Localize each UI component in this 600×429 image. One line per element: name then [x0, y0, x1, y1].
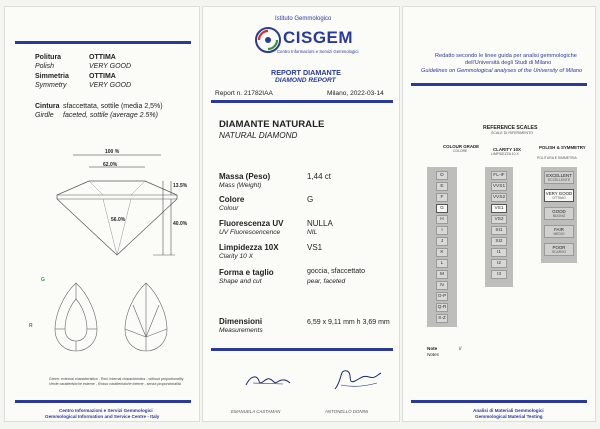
header-rule — [211, 100, 393, 103]
shape-label-en: Shape and cut — [219, 278, 262, 285]
shape-value-en: pear, faceted — [307, 278, 346, 285]
plot-marker-red: R — [29, 323, 33, 329]
polish-en-value: VERY GOOD — [89, 63, 132, 70]
crown-percent: 62.0% — [103, 162, 118, 168]
polish-grade-it: BUONO — [552, 214, 566, 218]
table-percent: 100 % — [105, 149, 120, 155]
polish-it-value: OTTIMA — [89, 54, 116, 61]
polish-grade-en: VERY GOOD — [545, 191, 573, 196]
fluorescence-label-it: Fluorescenza UV — [219, 219, 284, 228]
fluorescence-value-en: NIL — [307, 229, 318, 236]
fluorescence-label-en: UV Fluorescencence — [219, 229, 281, 236]
polish-grade-en: EXCELLENT — [546, 173, 572, 178]
crown-height-percent: 13.5% — [173, 183, 188, 189]
colour-grade-chip: M — [436, 270, 448, 279]
right-panel — [402, 6, 596, 422]
logo-subtitle: Centro Informazioni e Servizi Gemmologici — [277, 49, 359, 54]
shape-label-it: Forma e taglio — [219, 268, 274, 277]
colour-grade-chip: J — [436, 237, 448, 246]
depth-percent: 56.0% — [111, 217, 126, 223]
colour-label-en: Colour — [219, 205, 239, 212]
signer-1-name: EMANUELA CASTAMAN — [231, 409, 281, 414]
polish-grade-it: SCARSO — [551, 250, 567, 254]
colour-grade-chip: E — [436, 182, 448, 191]
polish-grade-chip — [544, 207, 574, 220]
clarity-label-it: Limpidezza 10X — [219, 243, 279, 252]
clarity-label-en: Clarity 10 X — [219, 253, 254, 260]
girdle-it-label: Cintura — [35, 103, 60, 110]
clarity-grade-chip: FL-IF — [491, 171, 507, 180]
middle-panel — [202, 6, 400, 422]
clarity-grade-chip: VS2 — [491, 215, 507, 224]
colour-grade-chip: K — [436, 248, 448, 257]
colour-grade-chip: I — [436, 226, 448, 235]
shape-value: goccia, sfaccettato — [307, 268, 365, 275]
intro-en: Guidelines on Gemmological analyses of the University of Milano — [421, 68, 583, 74]
dimensions-label-it: Dimensioni — [219, 317, 263, 326]
main-title-en: NATURAL DIAMOND — [219, 131, 298, 140]
colour-grade-chip: S-Z — [436, 314, 448, 323]
bottom-rule — [15, 400, 191, 403]
mass-value: 1,44 ct — [307, 172, 332, 181]
polish-grade-chip — [544, 225, 574, 238]
plot-legend-it: Verde caratteristiche esterne - Rosso caratteristiche interne - senza proporzionalità — [49, 382, 181, 386]
colour-label-it: Colore — [219, 195, 245, 204]
plot-marker-green: G — [41, 277, 45, 283]
polish-it-label: Politura — [35, 54, 62, 61]
mass-label-en: Mass (Weight) — [219, 182, 262, 189]
clarity-grade-chip: VS1 — [491, 204, 507, 213]
note-value: // — [459, 346, 462, 351]
colour-grade-chip: H — [436, 215, 448, 224]
clarity-grade-chip: I1 — [491, 248, 507, 257]
main-title-it: DIAMANTE NATURALE — [219, 119, 325, 130]
signature-1 — [243, 371, 293, 391]
polish-grade-chip — [544, 189, 574, 202]
symmetry-en-value: VERY GOOD — [89, 82, 132, 89]
polish-grade-en: FAIR — [554, 227, 564, 232]
colour-grade-head-it: COLORE — [453, 149, 468, 153]
polish-grade-en: GOOD — [552, 209, 566, 214]
footer-line-2: Gemmological Information and Service Centre - Italy — [45, 414, 160, 419]
scales-subtitle: SCALE DI RIFERIMENTO — [491, 131, 534, 135]
right-bottom-rule — [411, 400, 587, 403]
symmetry-it-label: Simmetria — [35, 73, 69, 80]
note-label-en: Note — [427, 346, 438, 351]
pavilion-percent: 40.0% — [173, 221, 188, 227]
girdle-en-label: Girdle — [35, 112, 54, 119]
polish-grade-it: OTTIMO — [552, 196, 566, 200]
report-title-en: DIAMOND REPORT — [275, 77, 336, 84]
report-title-it: REPORT DIAMANTE — [271, 68, 341, 77]
pear-bottom-view — [125, 283, 167, 351]
colour-grade-chip: F — [436, 193, 448, 202]
polish-grade-chip — [544, 171, 574, 184]
polish-grade-en: POOR — [552, 245, 566, 250]
polish-grade-it: MEDIO — [553, 232, 565, 236]
top-rule — [15, 41, 191, 44]
body-rule — [211, 348, 393, 351]
colour-grade-chip: O-P — [437, 294, 447, 299]
intro-it-line-2: dell'Università degli Studi di Milano — [465, 60, 552, 66]
polish-grade-chip — [544, 243, 574, 256]
clarity-grade-chip: SI2 — [491, 237, 507, 246]
colour-grade-chip: N — [436, 281, 448, 290]
scales-title: REFERENCE SCALES — [483, 125, 538, 131]
pear-plots — [41, 277, 181, 357]
dimensions-label-en: Measurements — [219, 327, 263, 334]
polish-grade-it: ECCELLENTE — [547, 178, 571, 182]
fluorescence-value: NULLA — [307, 219, 333, 228]
plot-legend-en: Green: external characteristics - Red: internal characteristics - without proportionality — [49, 377, 184, 381]
note-label-it: Notes — [427, 352, 440, 357]
right-footer-line-1: Analisi di Materiali Gemmologici — [473, 408, 544, 413]
logo-wordmark: CISGEM — [283, 28, 354, 47]
signer-2-name: ANTONELLO DONINI — [325, 409, 369, 414]
left-panel — [4, 6, 200, 422]
clarity-grade-chip: SI1 — [491, 226, 507, 235]
clarity-grade-chip: I2 — [491, 259, 507, 268]
colour-grade-chip: D — [436, 171, 448, 180]
colour-grade-chip: G — [436, 204, 448, 213]
clarity-head: CLARITY 10X — [493, 147, 521, 152]
girdle-en-value: faceted, sottile (average 2.5%) — [63, 112, 158, 119]
clarity-grade-chip: VVS1 — [492, 184, 506, 189]
polish-head: POLISH & SYMMETRY — [539, 145, 586, 150]
dimensions-value: 6,59 x 9,11 mm h 3,69 mm — [307, 319, 390, 326]
clarity-head-it: LIMPIDEZZA 10 X — [491, 152, 519, 156]
girdle-it-value: sfaccettata, sottile (media 2,5%) — [63, 103, 163, 110]
right-top-rule — [411, 83, 587, 86]
clarity-grade-chip: VVS2 — [492, 195, 506, 200]
colour-grade-chip: Q-R — [437, 305, 447, 310]
place-date: Milano, 2022-03-14 — [327, 90, 384, 97]
report-number: Report n. 21782IAA — [215, 90, 273, 97]
institute-name: Istituto Gemmologico — [275, 16, 332, 22]
clarity-grade-chip: I3 — [491, 270, 507, 279]
mass-label-it: Massa (Peso) — [219, 172, 271, 181]
colour-value: G — [307, 195, 314, 204]
symmetry-it-value: OTTIMA — [89, 73, 116, 80]
symmetry-en-label: Symmetry — [35, 82, 67, 89]
proportion-diagram — [43, 147, 193, 267]
colour-grade-head: COLOUR GRADE — [443, 144, 480, 149]
intro-it-line-1: Redatto secondo le linee guida per analisi gemmologiche — [435, 53, 577, 59]
right-footer-line-2: Gemmological Material Testing — [475, 414, 543, 419]
footer-line-1: Centro Informazioni e Servizi Gemmologici — [59, 408, 153, 413]
clarity-value: VS1 — [307, 243, 323, 252]
colour-grade-chip: L — [436, 259, 448, 268]
signature-2 — [327, 365, 383, 393]
polish-head-it: POLITURA E SIMMETRIA — [537, 156, 577, 160]
polish-en-label: Polish — [35, 63, 55, 70]
pear-top-view — [55, 283, 97, 351]
